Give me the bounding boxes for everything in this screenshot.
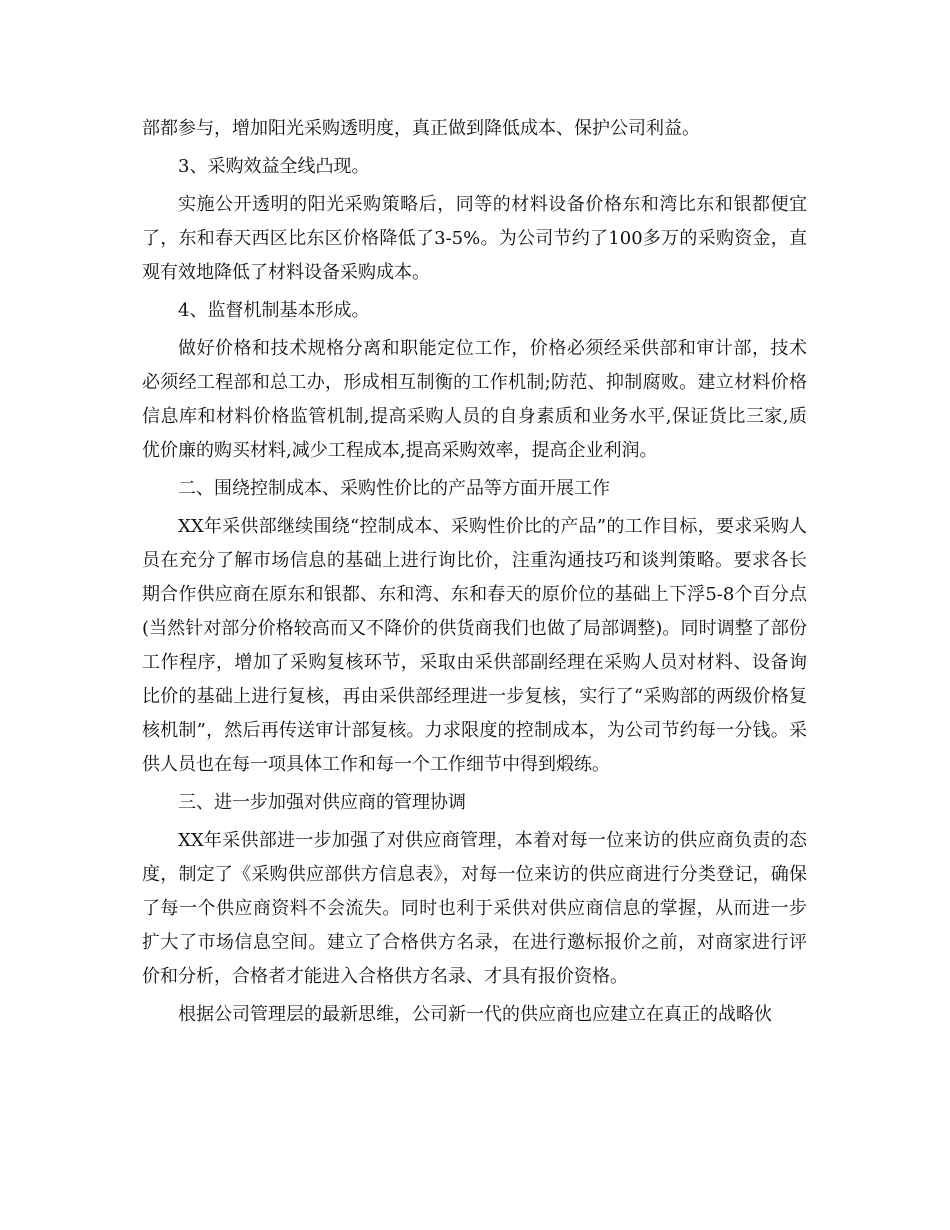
- paragraph-benefits: 实施公开透明的阳光采购策略后，同等的材料设备价格东和湾比东和银都便宜了，东和春天西区比东区价格降低了3-5%。为公司节约了100多万的采购资金，直观有效地降低了材料设备采购成本。: [142, 194, 807, 283]
- paragraph-strategic-partners: 根据公司管理层的最新思维，公司新一代的供应商也应建立在真正的战略伙: [178, 1004, 772, 1025]
- section-heading-supplier-management: 三、进一步加强对供应商的管理协调: [178, 792, 466, 813]
- paragraph-cost-control: XX年采供部继续围绕“控制成本、采购性价比的产品”的工作目标，要求采购人员在充分了解市场信息的基础上进行询比价，注重沟通技巧和谈判策略。要求各长期合作供应商在原东和银都、东和湾、东和春天的原价位的基础上下浮5-8个百分点(当然针对部分价格较高而又不降价的供货商我们也做了局部调整)。同时调整了部份工作程序，增加了采购复核环节，采取由采供部副经理在采购人员对材料、设备询比价的基础上进行复核，再由采供部经理进一步复核，实行了“采购部的两级价格复核机制”，然后再传送审计部复核。力求限度的控制成本，为公司节约每一分钱。采供人员也在每一项具体工作和每一个工作细节中得到煅练。: [142, 516, 807, 775]
- paragraph-supervision: 做好价格和技术规格分离和职能定位工作，价格必须经采供部和审计部，技术必须经工程部和总工办，形成相互制衡的工作机制;防范、抑制腐败。建立材料价格信息库和材料价格监管机制,提高采购人员的自身素质和业务水平,保证货比三家,质优价廉的购买材料,减少工程成本,提高采购效率，提高企业利润。: [142, 338, 807, 461]
- paragraph-supplier-management: XX年采供部进一步加强了对供应商管理，本着对每一位来访的供应商负责的态度，制定了《采购供应部供方信息表》，对每一位来访的供应商进行分类登记，确保了每一个供应商资料不会流失。同时也利于采供对供应商信息的掌握，从而进一步扩大了市场信息空间。建立了合格供方名录，在进行邀标报价之前，对商家进行评价和分析，合格者才能进入合格供方名录、才具有报价资格。: [142, 830, 807, 987]
- subheading-procurement-benefits: 3、采购效益全线凸现。: [178, 156, 370, 177]
- paragraph-continuation: 部都参与，增加阳光采购透明度，真正做到降低成本、保护公司利益。: [142, 118, 700, 139]
- section-heading-cost-control: 二、围绕控制成本、采购性价比的产品等方面开展工作: [178, 478, 610, 499]
- subheading-supervision: 4、监督机制基本形成。: [178, 300, 370, 321]
- document-body: [142, 112, 807, 1036]
